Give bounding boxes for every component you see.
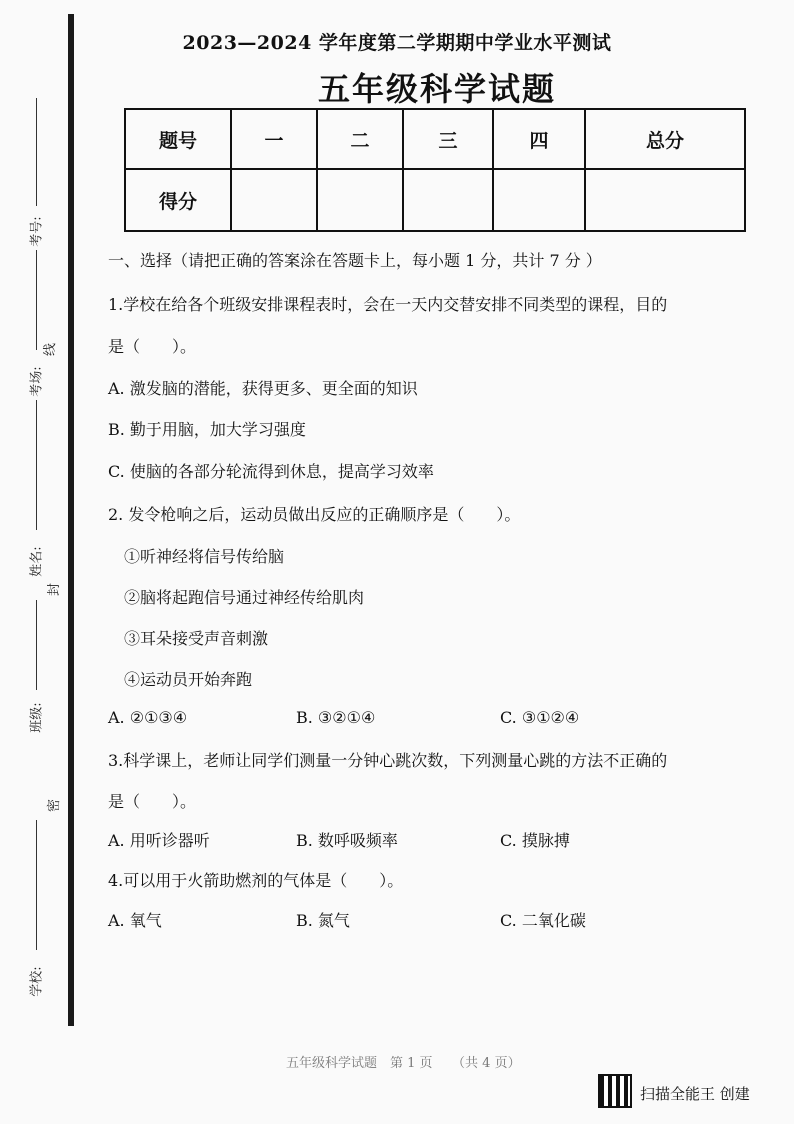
q2-step1: ①听神经将信号传给脑: [124, 547, 285, 566]
score-table: [124, 108, 746, 232]
exam-title: 2023—2024 学年度第二学期期中学业水平测试: [182, 32, 612, 54]
q2-step4: ④运动员开始奔跑: [124, 670, 253, 689]
score-header-part1: 一: [231, 109, 317, 169]
score-cell-part1[interactable]: [231, 169, 317, 231]
q2-step3: ③耳朵接受声音刺激: [124, 629, 269, 648]
exam-number-line: [36, 98, 37, 206]
section1-heading: 一、选择（请把正确的答案涂在答题卡上，每小题 1 分，共计 7 分 ）: [108, 251, 602, 270]
exam-subtitle: 五年级科学试题: [317, 70, 556, 108]
q4-option-c: C. 二氧化碳: [500, 911, 586, 930]
q3-option-c: C. 摸脉搏: [500, 831, 570, 850]
q4-option-b: B. 氮气: [296, 911, 350, 930]
q2-option-c: C. ③①②④: [500, 708, 580, 727]
exam-room-line: [36, 250, 37, 350]
score-cell-total[interactable]: [585, 169, 745, 231]
q1-option-b: B. 勤于用脑，加大学习强度: [108, 420, 306, 439]
q3-option-a: A. 用听诊器听: [108, 831, 210, 850]
score-cell-part4[interactable]: [493, 169, 585, 231]
q4-stem: 4.可以用于火箭助燃剂的气体是（ ）。: [108, 871, 404, 890]
q1-stem-line1: 1.学校在给各个班级安排课程表时，会在一天内交替安排不同类型的课程，目的: [108, 295, 668, 314]
q1-option-a: A. 激发脑的潜能，获得更多、更全面的知识: [108, 379, 418, 398]
q2-stem: 2. 发令枪响之后，运动员做出反应的正确顺序是（ ）。: [108, 505, 521, 524]
school-line: [36, 820, 37, 950]
q3-option-b: B. 数呼吸频率: [296, 831, 398, 850]
seal-secret-mark: 密: [47, 798, 63, 813]
qr-code-icon: [598, 1074, 632, 1108]
q3-stem-line1: 3.科学课上，老师让同学们测量一分钟心跳次数，下列测量心跳的方法不正确的: [108, 751, 668, 770]
q4-option-a: A. 氧气: [108, 911, 162, 930]
score-cell-part2[interactable]: [317, 169, 403, 231]
school-label: 学校:: [29, 966, 45, 997]
q3-stem-line2: 是（ ）。: [108, 792, 197, 811]
score-cell-part3[interactable]: [403, 169, 493, 231]
class-label: 班级:: [29, 702, 45, 733]
q1-option-c: C. 使脑的各部分轮流得到休息，提高学习效率: [108, 462, 434, 481]
class-line: [36, 600, 37, 690]
score-header-part3: 三: [403, 109, 493, 169]
score-header-total: 总分: [585, 109, 745, 169]
q1-stem-line2: 是（ ）。: [108, 337, 197, 356]
page-info: 五年级科学试题 第 1 页 （共 4 页）: [286, 1056, 521, 1071]
exam-number-label: 考号:: [29, 216, 45, 247]
q2-option-b: B. ③②①④: [296, 708, 376, 727]
name-label: 姓名:: [29, 546, 45, 577]
name-line: [36, 400, 37, 530]
seal-seal-mark: 封: [47, 582, 63, 597]
seal-line-mark: 线: [43, 342, 59, 357]
exam-room-label: 考场:: [29, 366, 45, 397]
score-header-part2: 二: [317, 109, 403, 169]
q2-step2: ②脑将起跑信号通过神经传给肌肉: [124, 588, 365, 607]
score-header-part4: 四: [493, 109, 585, 169]
score-header-label: 题号: [125, 109, 231, 169]
binding-line: [68, 14, 74, 1026]
score-row-label: 得分: [125, 169, 231, 231]
q2-option-a: A. ②①③④: [108, 708, 188, 727]
scanner-watermark: 扫描全能王 创建: [640, 1085, 750, 1103]
